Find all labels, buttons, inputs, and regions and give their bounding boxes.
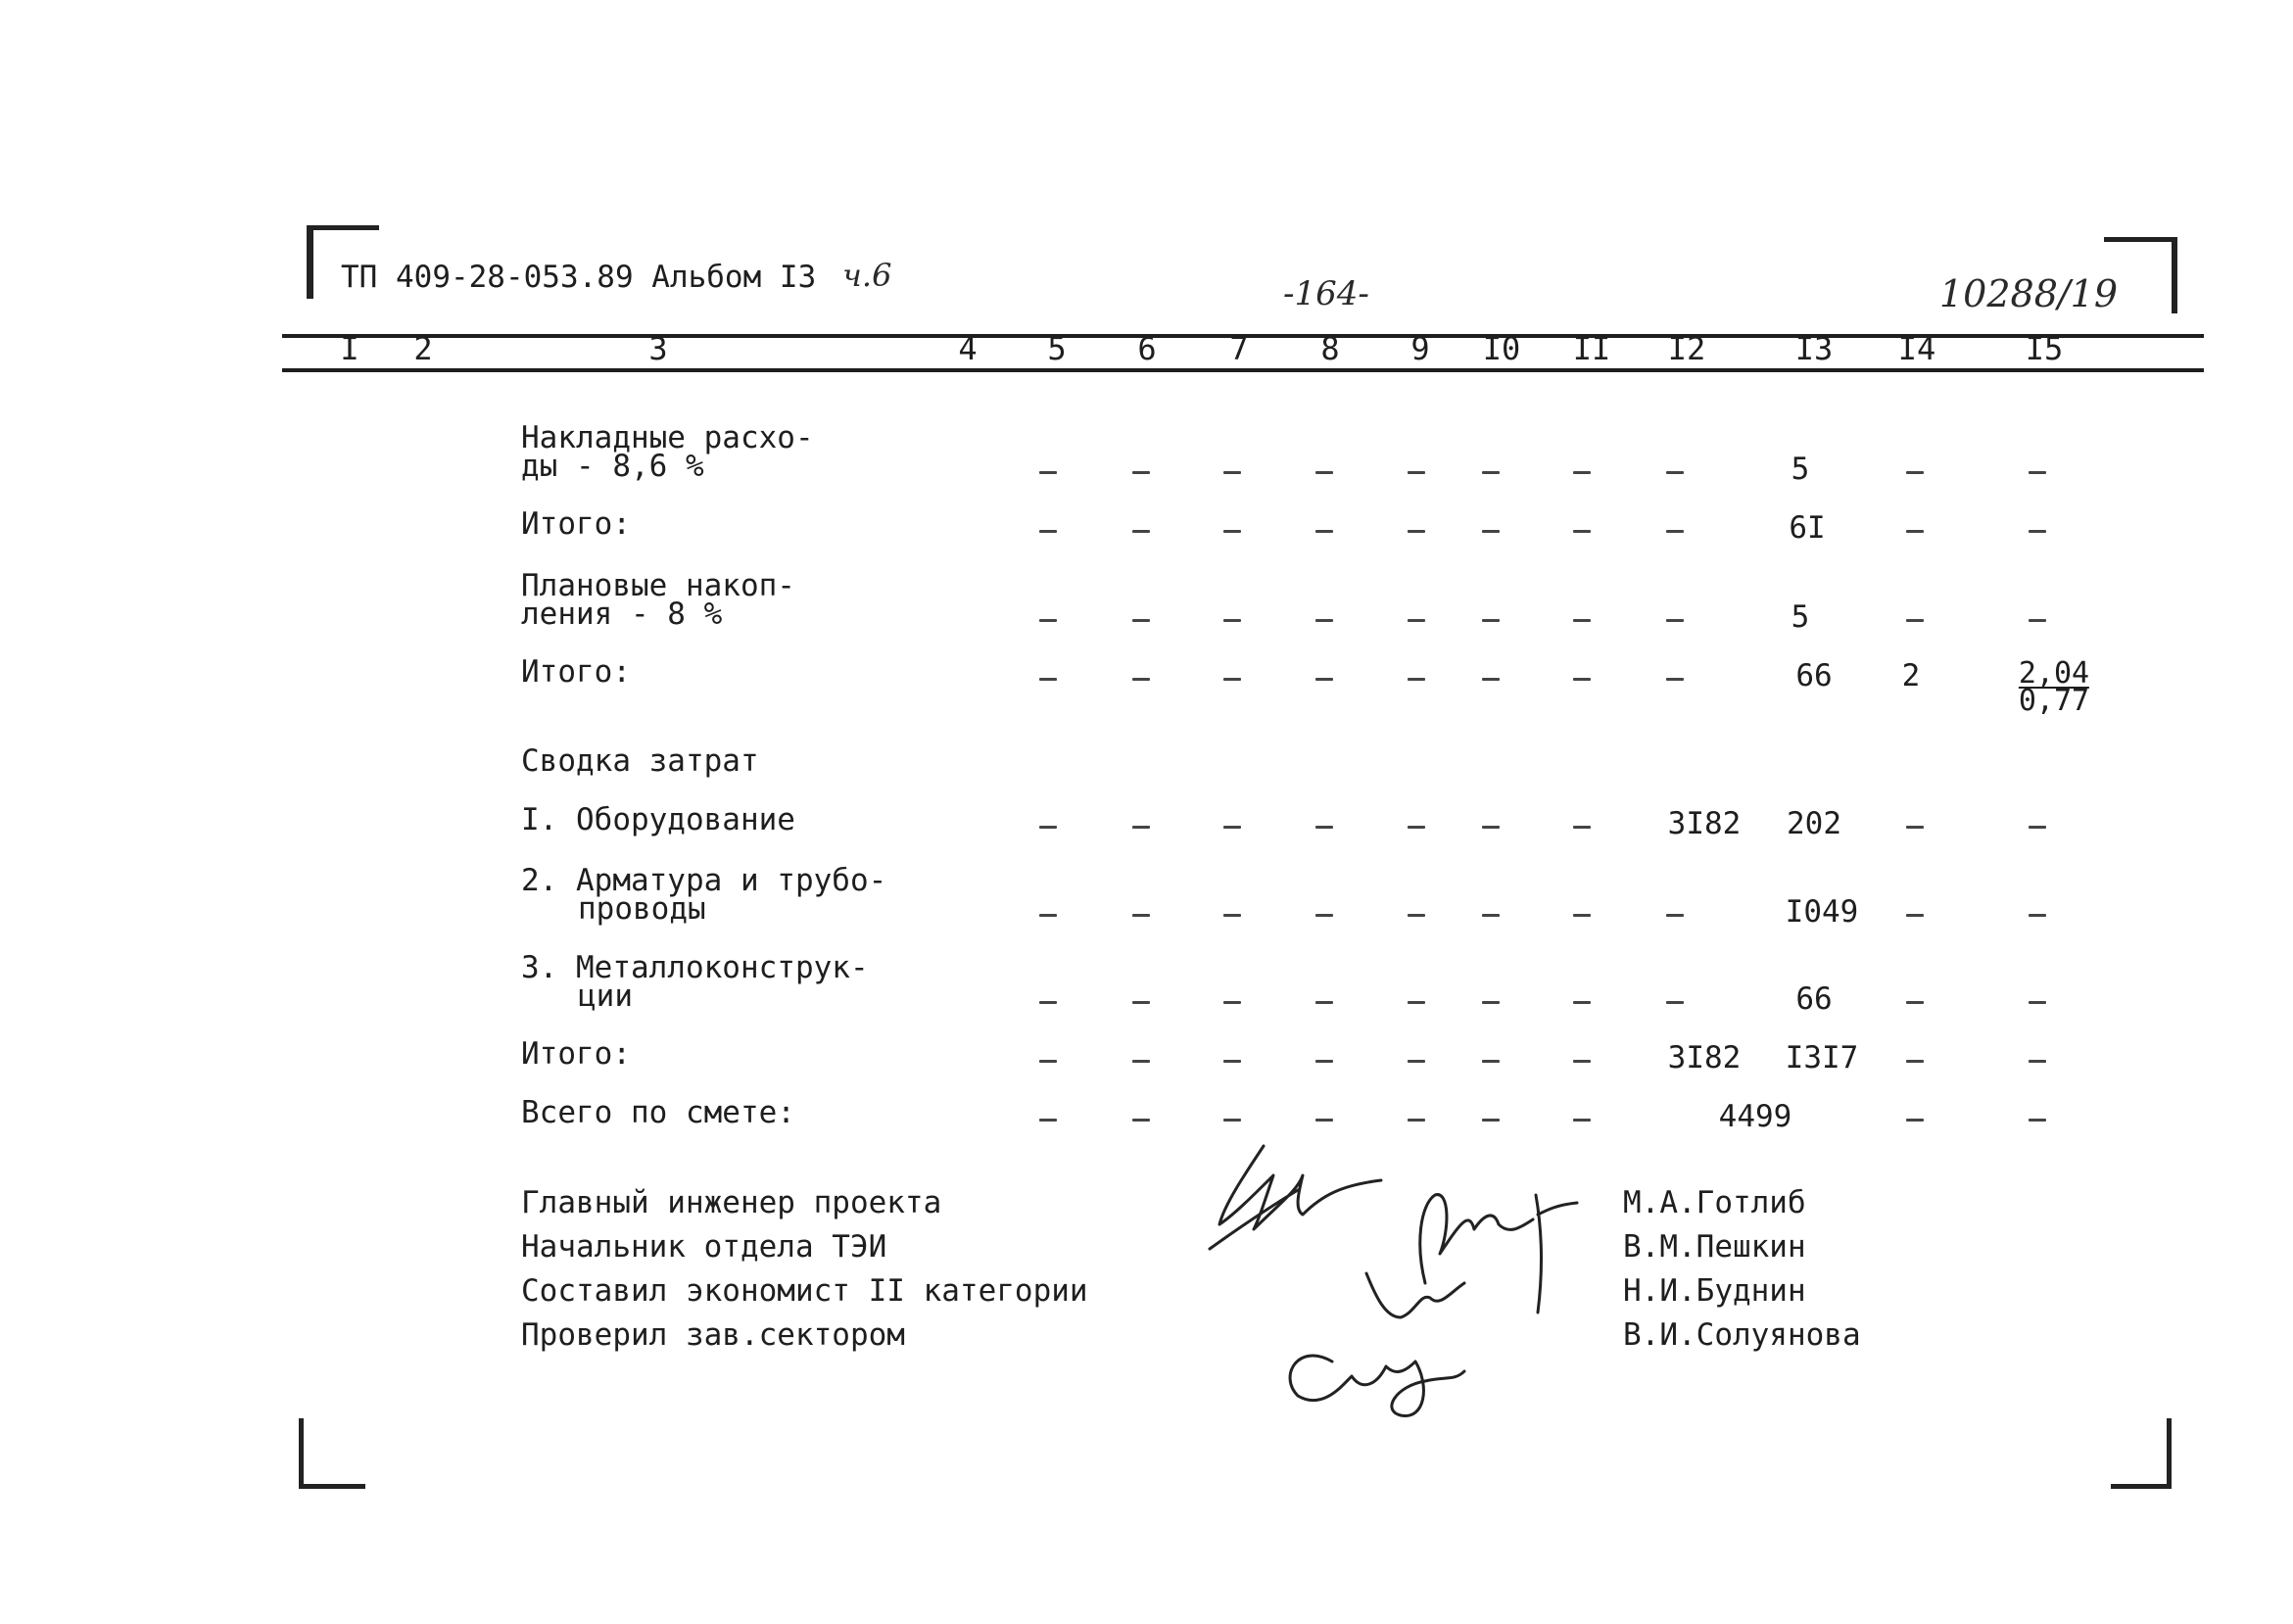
empty-cell-dash [1573,1001,1591,1004]
empty-cell-dash [1573,530,1591,533]
empty-cell-dash [1223,619,1241,622]
empty-cell-dash [1315,1119,1333,1122]
empty-cell-dash [1408,1060,1425,1063]
frame-corner-bottom-left [299,1418,304,1489]
col-header-12: I2 [1667,330,1706,367]
empty-cell-dash [1039,1060,1057,1063]
frame-corner-bottom-left-h [299,1484,365,1489]
empty-cell-dash [1573,678,1591,681]
empty-cell-dash [1906,914,1924,917]
empty-cell-dash [1482,678,1500,681]
empty-cell-dash [1906,826,1924,829]
empty-cell-dash [1315,471,1333,474]
row-metal-label-line1: 3. Металлоконструк- [521,950,869,985]
empty-cell-dash [1666,678,1684,681]
frame-corner-top-left [307,225,313,299]
empty-cell-dash [1408,914,1425,917]
row-subtotal2-col15-top: 2,04 [2018,656,2090,691]
empty-cell-dash [2029,1119,2046,1122]
row-subtotal2-label: Итого: [521,654,631,690]
empty-cell-dash [1573,914,1591,917]
empty-cell-dash [1223,1119,1241,1122]
row-metal-label-line2: ции [578,979,633,1014]
empty-cell-dash [1223,530,1241,533]
row-metal-label [521,950,869,1014]
row-overhead-label-line2: ды - 8,6 % [521,449,704,484]
empty-cell-dash [1666,619,1684,622]
signature-role-2: Начальник отдела ТЭИ [521,1229,887,1265]
frame-corner-bottom-right [2167,1418,2172,1489]
frame-corner-top-left-h [307,225,379,230]
col-header-14: I4 [1897,330,1936,367]
signature-stroke-6 [1366,1273,1464,1317]
row-planned-label [521,568,795,632]
signature-stroke-2 [1210,1190,1298,1249]
doc-code: ТП 409-28-053.89 Альбом I3 [341,260,817,295]
row-metal-col13: 66 [1795,981,1833,1017]
empty-cell-dash [1482,1060,1500,1063]
empty-cell-dash [1039,914,1057,917]
empty-cell-dash [1039,826,1057,829]
row-subtotal2-col14: 2 [1901,658,1921,693]
row-planned-label-line1: Плановые накоп- [521,568,795,603]
row-fittings-label-line1: 2. Арматура и трубо- [521,863,887,898]
col-header-10: I0 [1482,330,1521,367]
signature-role-4: Проверил зав.сектором [521,1317,905,1353]
empty-cell-dash [1223,471,1241,474]
row-subtotal3-col13: I3I7 [1785,1040,1859,1075]
empty-cell-dash [1132,914,1150,917]
row-equipment-label: I. Оборудование [521,802,795,837]
part-number: ч.6 [842,257,892,294]
empty-cell-dash [1223,914,1241,917]
empty-cell-dash [1573,471,1591,474]
col-header-15: I5 [2025,330,2064,367]
signature-stroke-1 [1219,1146,1381,1229]
row-subtotal1-col13: 6I [1789,510,1826,546]
empty-cell-dash [1223,826,1241,829]
signature-role-3: Составил экономист II категории [521,1273,1088,1309]
col-header-11: II [1572,330,1611,367]
empty-cell-dash [1039,530,1057,533]
row-subtotal3-col12: 3I82 [1667,1040,1742,1075]
row-overhead-label-line1: Накладные расхо- [521,420,814,455]
col-header-7: 7 [1229,330,1249,367]
empty-cell-dash [2029,619,2046,622]
empty-cell-dash [1573,1119,1591,1122]
frame-corner-top-right-h [2104,237,2177,242]
empty-cell-dash [1132,1060,1150,1063]
empty-cell-dash [1573,1060,1591,1063]
row-equipment-col12: 3I82 [1667,806,1742,841]
row-equipment-col13: 202 [1787,806,1841,841]
empty-cell-dash [1039,678,1057,681]
empty-cell-dash [1039,1001,1057,1004]
empty-cell-dash [1573,826,1591,829]
empty-cell-dash [1223,1001,1241,1004]
empty-cell-dash [2029,826,2046,829]
empty-cell-dash [1408,530,1425,533]
empty-cell-dash [1132,826,1150,829]
row-subtotal2-col15-bottom: 0,77 [2018,684,2090,718]
empty-cell-dash [2029,1060,2046,1063]
col-header-9: 9 [1410,330,1430,367]
empty-cell-dash [2029,530,2046,533]
header-rule-bottom [282,368,2204,372]
empty-cell-dash [1315,678,1333,681]
row-grand-total-value: 4499 [1718,1099,1792,1134]
empty-cell-dash [1666,530,1684,533]
empty-cell-dash [1039,1119,1057,1122]
empty-cell-dash [1906,1119,1924,1122]
empty-cell-dash [1482,1001,1500,1004]
empty-cell-dash [1666,1001,1684,1004]
empty-cell-dash [1132,1001,1150,1004]
empty-cell-dash [1906,530,1924,533]
row-subtotal3-label: Итого: [521,1036,631,1072]
empty-cell-dash [1132,1119,1150,1122]
empty-cell-dash [1408,826,1425,829]
empty-cell-dash [1315,914,1333,917]
signature-name-1: М.А.Готлиб [1623,1185,1806,1220]
col-header-3: 3 [648,330,668,367]
empty-cell-dash [1482,914,1500,917]
signature-role-1: Главный инженер проекта [521,1185,942,1220]
empty-cell-dash [1408,1001,1425,1004]
empty-cell-dash [1482,826,1500,829]
empty-cell-dash [1408,471,1425,474]
empty-cell-dash [1315,619,1333,622]
empty-cell-dash [2029,1001,2046,1004]
row-planned-label-line2: ления - 8 % [521,597,723,632]
empty-cell-dash [1666,471,1684,474]
empty-cell-dash [1906,619,1924,622]
signature-name-3: Н.И.Буднин [1623,1273,1806,1309]
col-header-8: 8 [1320,330,1340,367]
signature-name-2: В.М.Пешкин [1623,1229,1806,1265]
empty-cell-dash [1132,619,1150,622]
row-fittings-col13: I049 [1785,894,1859,930]
empty-cell-dash [1666,914,1684,917]
empty-cell-dash [1482,1119,1500,1122]
col-header-13: I3 [1794,330,1834,367]
empty-cell-dash [1223,678,1241,681]
empty-cell-dash [1315,1001,1333,1004]
empty-cell-dash [1315,530,1333,533]
row-planned-col13: 5 [1791,599,1810,635]
row-overhead-label [521,420,814,484]
empty-cell-dash [1039,619,1057,622]
empty-cell-dash [1906,1001,1924,1004]
signature-name-4: В.И.Солуянова [1623,1317,1861,1353]
row-fittings-label-line2: проводы [578,891,706,927]
empty-cell-dash [1482,619,1500,622]
empty-cell-dash [1906,1060,1924,1063]
empty-cell-dash [1408,678,1425,681]
frame-corner-top-right [2172,237,2177,313]
empty-cell-dash [1132,471,1150,474]
col-header-5: 5 [1047,330,1067,367]
row-subtotal1-label: Итого: [521,506,631,542]
row-overhead-col13: 5 [1791,452,1810,487]
empty-cell-dash [1132,530,1150,533]
col-header-6: 6 [1137,330,1157,367]
empty-cell-dash [1315,826,1333,829]
handwritten-signatures [1205,1136,1616,1430]
empty-cell-dash [1315,1060,1333,1063]
row-subtotal2-col13: 66 [1795,658,1833,693]
inventory-number: 10288/19 [1939,272,2119,315]
empty-cell-dash [2029,914,2046,917]
empty-cell-dash [1132,678,1150,681]
col-header-4: 4 [958,330,978,367]
empty-cell-dash [2029,471,2046,474]
empty-cell-dash [1573,619,1591,622]
empty-cell-dash [1408,1119,1425,1122]
empty-cell-dash [1482,471,1500,474]
empty-cell-dash [1408,619,1425,622]
signature-stroke-4 [1538,1203,1577,1215]
signature-stroke-7 [1290,1356,1464,1415]
empty-cell-dash [1223,1060,1241,1063]
empty-cell-dash [1039,471,1057,474]
row-subtotal2-col15 [2018,656,2090,718]
empty-cell-dash [1482,530,1500,533]
row-fittings-label [521,863,887,927]
empty-cell-dash [1906,471,1924,474]
col-header-2: 2 [413,330,433,367]
row-grand-total-label: Всего по смете: [521,1095,795,1130]
signature-stroke-3 [1420,1195,1533,1283]
page-number: -164- [1283,274,1369,313]
summary-heading: Сводка затрат [521,743,759,779]
frame-corner-bottom-right-h [2111,1484,2172,1489]
col-header-1: I [340,330,359,367]
